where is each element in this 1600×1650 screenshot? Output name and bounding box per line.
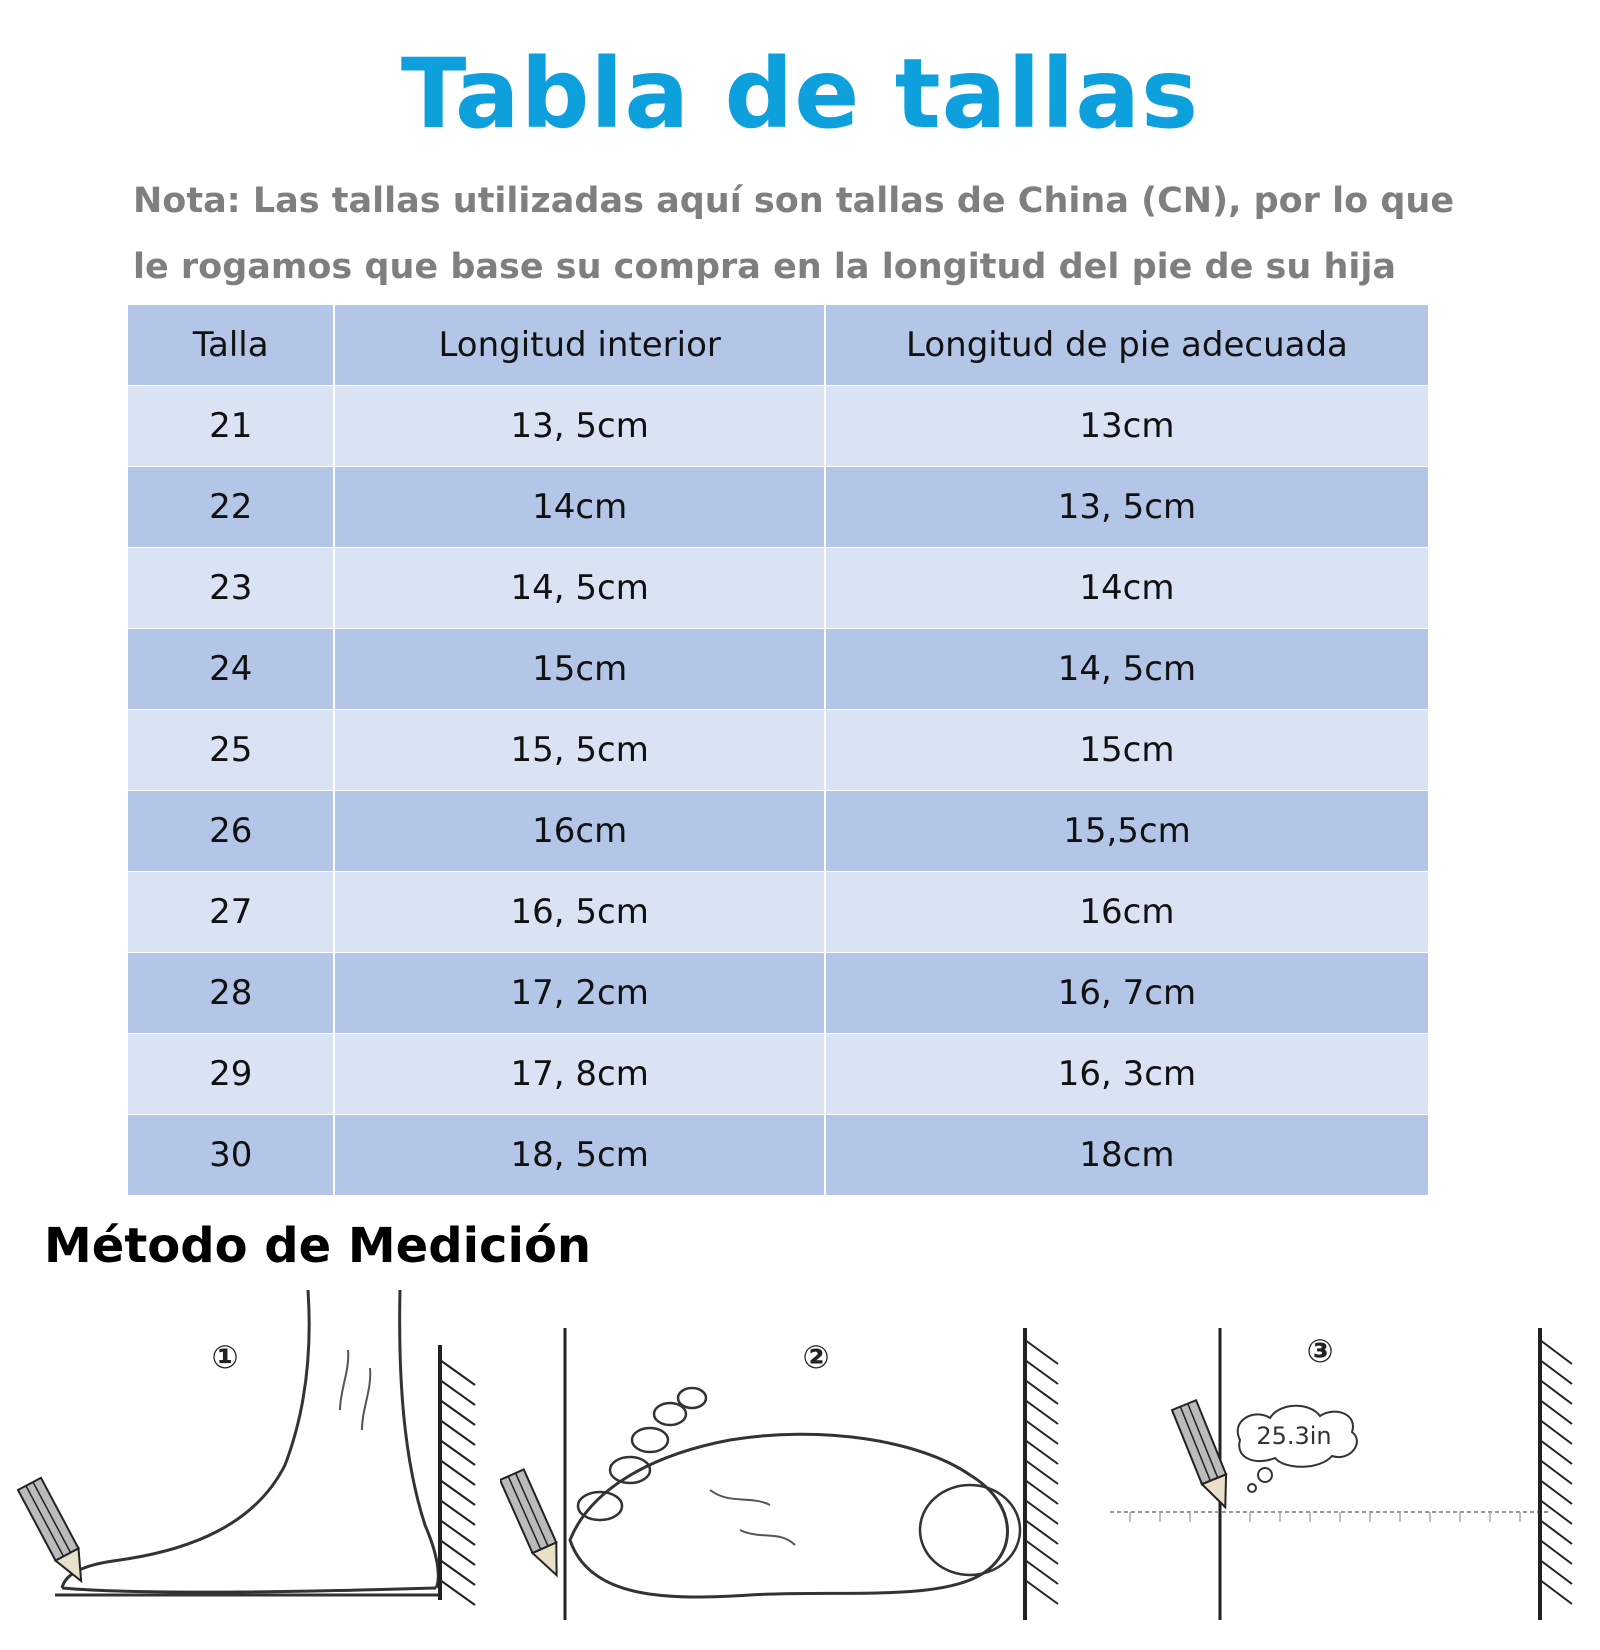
cell-longitud-pie: 14, 5cm [825, 629, 1428, 710]
cell-longitud-interior: 17, 2cm [334, 953, 824, 1034]
measurement-bubble-text: 25.3in [1256, 1422, 1332, 1450]
cell-longitud-interior: 15cm [334, 629, 824, 710]
table-row [128, 791, 1428, 872]
step-2-number: ② [802, 1338, 830, 1376]
header-longitud-interior: Longitud interior [334, 305, 824, 386]
page-title: Tabla de tallas [400, 38, 1200, 150]
cell-talla: 28 [128, 953, 334, 1034]
table-row [128, 548, 1428, 629]
cell-longitud-pie: 15cm [825, 710, 1428, 791]
cell-longitud-interior: 15, 5cm [334, 710, 824, 791]
cell-longitud-interior: 14, 5cm [334, 548, 824, 629]
step-1-illustration [0, 1290, 500, 1650]
cell-talla: 27 [128, 872, 334, 953]
cell-longitud-pie: 15,5cm [825, 791, 1428, 872]
method-heading: Método de Medición [44, 1218, 592, 1274]
table-row [128, 1115, 1428, 1196]
cell-longitud-interior: 17, 8cm [334, 1034, 824, 1115]
table-row [128, 1034, 1428, 1115]
table-row [128, 872, 1428, 953]
pencil-icon [500, 1469, 568, 1580]
cell-talla: 26 [128, 791, 334, 872]
cell-talla: 30 [128, 1115, 334, 1196]
cell-longitud-interior: 18, 5cm [334, 1115, 824, 1196]
cell-longitud-pie: 13cm [825, 386, 1428, 467]
size-note: Nota: Las tallas utilizadas aquí son tallas de China (CN), por lo que le rogamos que base su compra en la longitud del pie de su hija [133, 181, 1455, 287]
header-talla: Talla [128, 305, 334, 386]
cell-talla: 23 [128, 548, 334, 629]
step-2-illustration [500, 1290, 1080, 1650]
cell-talla: 22 [128, 467, 334, 548]
cell-longitud-interior: 16cm [334, 791, 824, 872]
header-longitud-pie: Longitud de pie adecuada [825, 305, 1428, 386]
table-row [128, 629, 1428, 710]
step-3-illustration [1080, 1290, 1600, 1650]
cell-talla: 25 [128, 710, 334, 791]
measurement-illustrations [0, 1290, 1600, 1650]
cell-longitud-interior: 13, 5cm [334, 386, 824, 467]
size-table [128, 305, 1428, 1196]
cell-longitud-interior: 14cm [334, 467, 824, 548]
table-row [128, 386, 1428, 467]
cell-longitud-pie: 18cm [825, 1115, 1428, 1196]
step-3-number: ③ [1306, 1332, 1334, 1370]
cell-longitud-pie: 14cm [825, 548, 1428, 629]
cell-talla: 21 [128, 386, 334, 467]
cell-longitud-pie: 16, 3cm [825, 1034, 1428, 1115]
step-1-number: ① [211, 1338, 239, 1376]
cell-longitud-pie: 13, 5cm [825, 467, 1428, 548]
cell-longitud-pie: 16cm [825, 872, 1428, 953]
cell-longitud-pie: 16, 7cm [825, 953, 1428, 1034]
pencil-icon [1172, 1400, 1237, 1512]
table-row [128, 467, 1428, 548]
table-row [128, 710, 1428, 791]
table-header-row [128, 305, 1428, 386]
cell-talla: 29 [128, 1034, 334, 1115]
table-row [128, 953, 1428, 1034]
cell-longitud-interior: 16, 5cm [334, 872, 824, 953]
cell-talla: 24 [128, 629, 334, 710]
